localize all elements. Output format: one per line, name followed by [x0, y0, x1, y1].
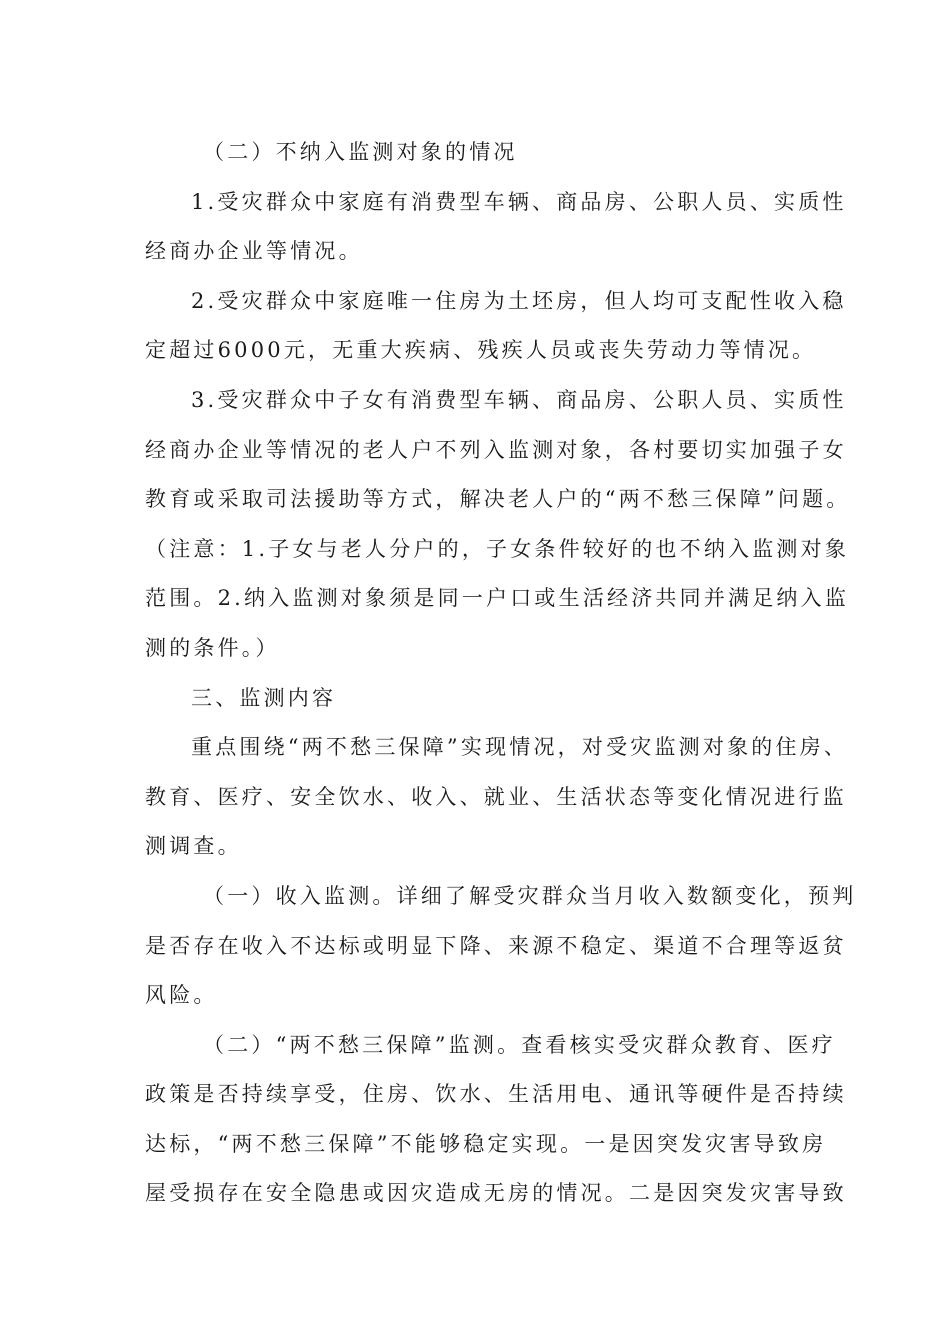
paragraph-line: 教育或采取司法援助等方式，解决老人户的“两不愁三保障”问题。 [145, 487, 851, 512]
paragraph-line: （注意：1.子女与老人分户的，子女条件较好的也不纳入监测对象 [145, 536, 850, 561]
paragraph-line: 定超过6000元，无重大疾病、残疾人员或丧失劳动力等情况。 [145, 338, 817, 363]
document-body [145, 128, 857, 1219]
section-heading-monitoring-content: 三、监测内容 [191, 685, 337, 710]
paragraph-line: 是否存在收入不达标或明显下降、来源不稳定、渠道不合理等返贫 [145, 933, 847, 958]
paragraph-line: 风险。 [145, 983, 218, 1008]
paragraph-line: 1.受灾群众中家庭有消费型车辆、商品房、公职人员、实质性 [191, 189, 847, 214]
paragraph-line: 教育、医疗、安全饮水、收入、就业、生活状态等变化情况进行监 [145, 784, 847, 809]
paragraph-line: 经商办企业等情况。 [145, 239, 363, 264]
subheading-not-included: （二）不纳入监测对象的情况 [203, 140, 518, 164]
paragraph-line: 经商办企业等情况的老人户不列入监测对象，各村要切实加强子女 [145, 437, 847, 462]
paragraph-line: （一）收入监测。详细了解受灾群众当月收入数额变化，预判 [203, 883, 857, 908]
paragraph-line: 2.受灾群众中家庭唯一住房为土坯房，但人均可支配性收入稳 [191, 288, 847, 313]
paragraph-line: 屋受损存在安全隐患或因灾造成无房的情况。二是因突发灾害导致 [145, 1181, 847, 1206]
paragraph-line: 重点围绕“两不愁三保障”实现情况，对受灾监测对象的住房、 [191, 735, 849, 760]
paragraph-line: 测的条件。） [145, 635, 280, 660]
paragraph-line: 范围。2.纳入监测对象须是同一户口或生活经济共同并满足纳入监 [145, 586, 850, 611]
paragraph-line: 达标，“两不愁三保障”不能够稳定实现。一是因突发灾害导致房 [145, 1131, 827, 1156]
paragraph-line: （二）“两不愁三保障”监测。查看核实受灾群众教育、医疗 [203, 1032, 836, 1057]
paragraph-line: 政策是否持续享受，住房、饮水、生活用电、通讯等硬件是否持续 [145, 1082, 847, 1107]
paragraph-line: 3.受灾群众中子女有消费型车辆、商品房、公职人员、实质性 [191, 387, 847, 412]
paragraph-line: 测调查。 [145, 834, 242, 859]
